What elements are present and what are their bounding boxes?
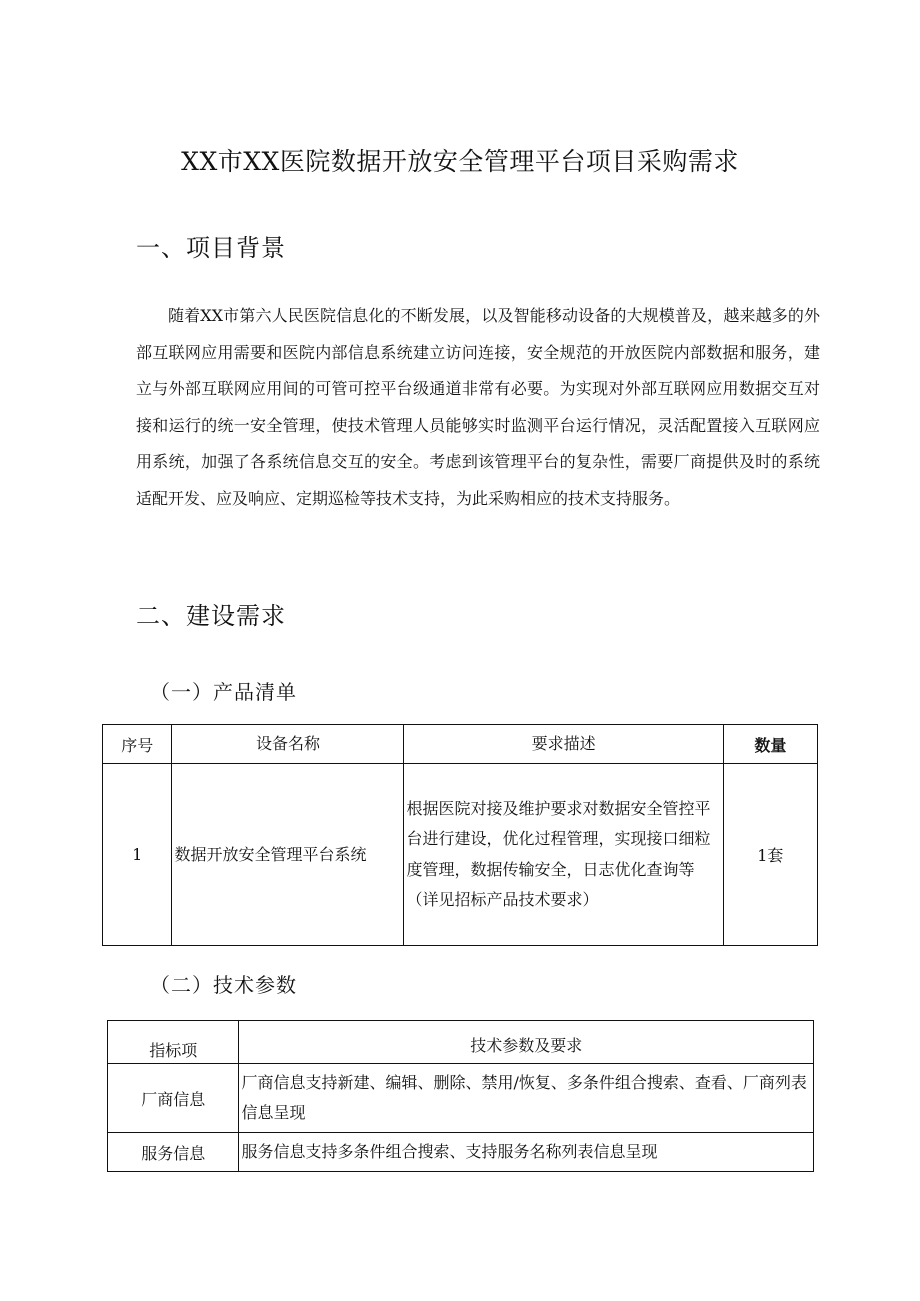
subsection-heading-tech-params: （二）技术参数	[150, 973, 297, 997]
header-seq: 序号	[103, 725, 172, 764]
background-paragraph: 随着XX市第六人民医院信息化的不断发展，以及智能移动设备的大规模普及，越来越多的外部互联网应用需要和医院内部信息系统建立访问连接，安全规范的开放医院内部数据和服务，建立与外部互联网应用间的可管可控平台级通道非常有必要。为实现对外部互联网应用数据交互对接和运行的统一安全管理，使技术管理人员能够实时监测平台运行情况，灵活配置接入互联网应用系统，加强了各系统信息交互的安全。考虑到该管理平台的复杂性，需要厂商提供及时的系统适配开发、应及响应、定期巡检等技术支持，为此采购相应的技术支持服务。	[136, 306, 820, 508]
header-requirement-desc: 要求描述	[404, 725, 723, 764]
header-quantity: 数量	[723, 725, 817, 764]
table-row	[103, 764, 818, 946]
tech-params-table	[107, 1020, 814, 1172]
header-indicator: 指标项	[108, 1021, 239, 1064]
cell-requirement-desc: 根据医院对接及维护要求对数据安全管控平台进行建设，优化过程管理，实现接口细粒度管理，数据传输安全，日志优化查询等（详见招标产品技术要求）	[404, 764, 723, 946]
cell-indicator: 厂商信息	[108, 1064, 239, 1133]
cell-tech-spec: 服务信息支持多条件组合搜索、支持服务名称列表信息呈现	[239, 1133, 814, 1172]
header-device-name: 设备名称	[172, 725, 404, 764]
cell-seq: 1	[103, 764, 172, 946]
section-heading-requirements: 二、建设需求	[136, 602, 286, 630]
table-header-row	[103, 725, 818, 764]
document-title: XX市XX医院数据开放安全管理平台项目采购需求	[181, 147, 739, 176]
cell-quantity: 1套	[723, 764, 817, 946]
table-row	[108, 1133, 814, 1172]
cell-indicator: 服务信息	[108, 1133, 239, 1172]
cell-device-name: 数据开放安全管理平台系统	[172, 764, 404, 946]
header-tech-spec: 技术参数及要求	[239, 1021, 814, 1064]
subsection-heading-product-list: （一）产品清单	[150, 680, 297, 704]
product-list-table	[102, 724, 818, 946]
table-row	[108, 1064, 814, 1133]
table-header-row	[108, 1021, 814, 1064]
cell-tech-spec: 厂商信息支持新建、编辑、删除、禁用/恢复、多条件组合搜索、查看、厂商列表信息呈现	[239, 1064, 814, 1133]
section-heading-background: 一、项目背景	[136, 234, 286, 262]
